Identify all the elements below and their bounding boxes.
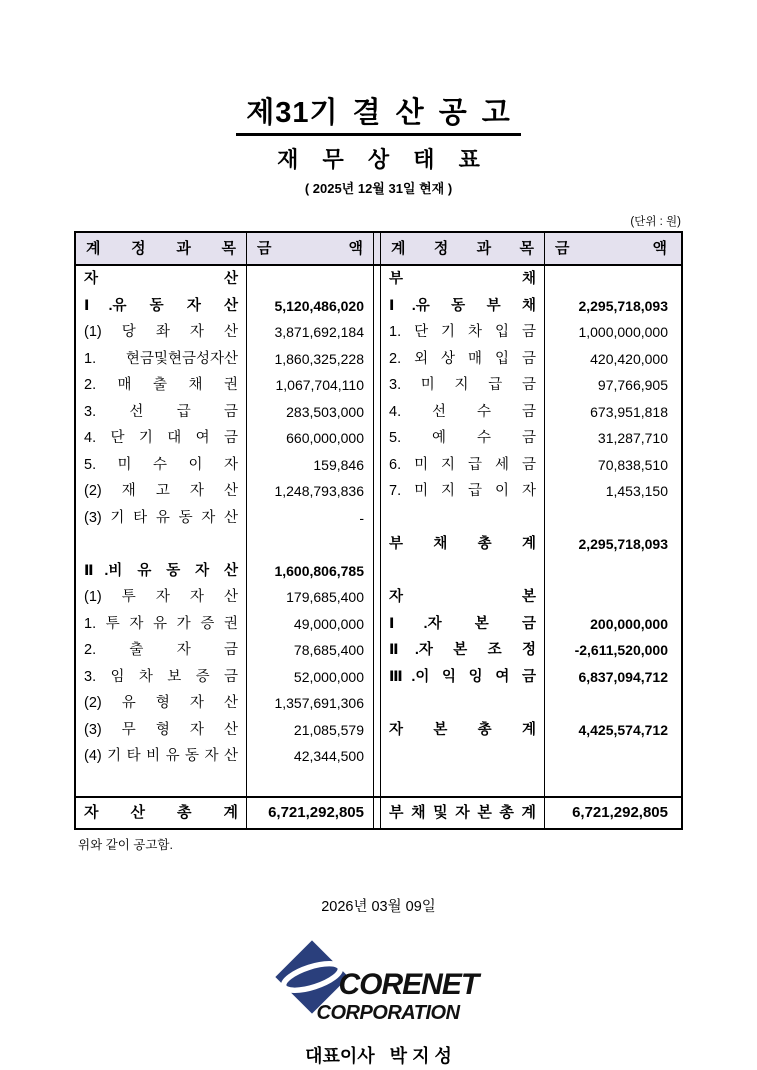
- amount-cell-left: 1,357,691,306: [274, 695, 364, 711]
- column-divider: [373, 452, 381, 479]
- account-cell-right: Ⅰ.자 본 금: [381, 611, 545, 638]
- header-amount-right: 금 액: [555, 240, 667, 257]
- account-cell-left: 3. 선 급 금: [76, 399, 247, 426]
- table-row: [76, 346, 681, 373]
- table-row: [76, 558, 681, 585]
- column-divider: [373, 372, 381, 399]
- account-cell-right: 5. 예 수 금: [381, 425, 545, 452]
- column-divider: [373, 319, 381, 346]
- account-cell-right: 7. 미 지 급 이 자: [381, 478, 545, 505]
- account-cell-left: (3) 기 타 유 동 자 산: [76, 505, 247, 532]
- table-row: [76, 372, 681, 399]
- column-divider: [373, 717, 381, 744]
- column-divider: [373, 664, 381, 691]
- column-divider: [373, 558, 381, 585]
- account-cell-right: 자 본 총 계: [381, 717, 545, 744]
- account-cell-right: [381, 770, 545, 797]
- header-amount-left: 금 액: [257, 240, 363, 257]
- amount-cell-right: [545, 558, 677, 585]
- account-cell-left: Ⅰ.유 동 자 산: [76, 293, 247, 320]
- table-row: [76, 425, 681, 452]
- amount-cell-left: [247, 266, 373, 293]
- account-cell-left: 1. 투 자 유 가 증 권: [76, 611, 247, 638]
- amount-cell-left: [247, 770, 373, 797]
- account-cell-left: 3. 임 차 보 증 금: [76, 664, 247, 691]
- company-logo: [273, 938, 485, 1030]
- column-divider: [373, 233, 381, 264]
- account-cell-left: [76, 531, 247, 558]
- amount-cell-right: 1,453,150: [605, 483, 668, 499]
- amount-cell-right: 2,295,718,093: [578, 297, 668, 314]
- amount-cell-right: 31,287,710: [597, 430, 668, 446]
- account-cell-right: [381, 505, 545, 532]
- amount-cell-left: 179,685,400: [286, 589, 364, 605]
- account-cell-left: [76, 770, 247, 797]
- account-cell-right: 1. 단 기 차 입 금: [381, 319, 545, 346]
- account-cell-right: 6. 미 지 급 세 금: [381, 452, 545, 479]
- amount-cell-left: 660,000,000: [286, 430, 364, 446]
- header-account-right: 계 정 과 목: [381, 233, 545, 264]
- table-row: [76, 743, 681, 770]
- table-row: [76, 770, 681, 797]
- amount-cell-right: 97,766,905: [597, 377, 668, 393]
- table-row: [76, 452, 681, 479]
- document-header: [0, 0, 757, 197]
- column-divider: [373, 531, 381, 558]
- amount-cell-right: [545, 743, 677, 770]
- ceo-signature-line: 대표이사 박 지 성: [305, 1046, 452, 1066]
- amount-cell-right: -2,611,520,000: [574, 642, 668, 658]
- page-title: 제31기 결 산 공 고: [236, 90, 521, 136]
- statement-title: 재 무 상 태 표: [277, 147, 480, 172]
- amount-cell-left: 5,120,486,020: [274, 297, 364, 314]
- account-cell-left: 1. 현금및현금성자산: [76, 346, 247, 373]
- account-cell-left: (1) 당 좌 자 산: [76, 319, 247, 346]
- table-row: [76, 319, 681, 346]
- account-cell-right: Ⅲ.이 익 잉 여 금: [381, 664, 545, 691]
- account-cell-left: 5. 미 수 이 자: [76, 452, 247, 479]
- amount-cell-left: 78,685,400: [293, 642, 364, 658]
- account-cell-right: [381, 558, 545, 585]
- column-divider: [373, 798, 381, 828]
- account-cell-left: 자 산: [76, 266, 247, 293]
- amount-cell-right: 6,837,094,712: [578, 668, 668, 685]
- account-cell-right: Ⅰ.유 동 부 채: [381, 293, 545, 320]
- account-cell-right: Ⅱ.자 본 조 정: [381, 637, 545, 664]
- logo-company-name: CORENET: [338, 968, 479, 1001]
- amount-cell-right: [545, 690, 677, 717]
- as-of-date: ( 2025년 12월 31일 현재 ): [304, 181, 453, 196]
- account-cell-right: 자 본: [381, 584, 545, 611]
- column-divider: [373, 399, 381, 426]
- table-row: [76, 478, 681, 505]
- closing-note: 위와 같이 공고함.: [78, 838, 173, 852]
- table-body: [76, 266, 681, 796]
- column-divider: [373, 584, 381, 611]
- amount-cell-right: 4,425,574,712: [578, 721, 668, 738]
- column-divider: [373, 637, 381, 664]
- amount-cell-left: [247, 531, 373, 558]
- account-cell-left: 4. 단 기 대 여 금: [76, 425, 247, 452]
- amount-cell-left: 42,344,500: [293, 748, 364, 764]
- table-row: [76, 690, 681, 717]
- account-cell-right: 부 채 총 계: [381, 531, 545, 558]
- amount-cell-right: 420,420,000: [590, 350, 668, 367]
- account-cell-left: 2. 매 출 채 권: [76, 372, 247, 399]
- amount-cell-right: [545, 505, 677, 532]
- header-account-left: 계 정 과 목: [76, 233, 247, 264]
- announcement-date: 2026년 03월 09일: [321, 899, 436, 915]
- amount-cell-left: 1,067,704,110: [275, 377, 364, 393]
- amount-cell-right: 70,838,510: [597, 456, 668, 473]
- column-divider: [373, 293, 381, 320]
- amount-cell-left: -: [359, 509, 364, 526]
- amount-cell-right: 200,000,000: [590, 615, 668, 632]
- account-cell-right: [381, 690, 545, 717]
- amount-cell-right: [545, 770, 677, 797]
- table-row: [76, 399, 681, 426]
- table-row: [76, 505, 681, 532]
- column-divider: [373, 770, 381, 797]
- column-divider: [373, 690, 381, 717]
- account-cell-left: (2) 유 형 자 산: [76, 690, 247, 717]
- column-divider: [373, 611, 381, 638]
- column-divider: [373, 425, 381, 452]
- amount-cell-left: 1,600,806,785: [274, 562, 364, 579]
- account-cell-left: (3) 무 형 자 산: [76, 717, 247, 744]
- total-liab-equity-amount: 6,721,292,805: [572, 804, 668, 821]
- table-row: [76, 664, 681, 691]
- amount-cell-left: 21,085,579: [293, 721, 364, 738]
- account-cell-left: 2. 출 자 금: [76, 637, 247, 664]
- amount-cell-right: [545, 584, 677, 611]
- amount-cell-right: 2,295,718,093: [578, 536, 668, 552]
- amount-cell-left: 283,503,000: [286, 403, 364, 420]
- table-row: [76, 531, 681, 558]
- amount-cell-left: 52,000,000: [293, 668, 364, 685]
- account-cell-left: (4) 기 타 비 유 동 자 산: [76, 743, 247, 770]
- total-liab-equity-label: 부 채 및 자 본 총 계: [381, 798, 545, 828]
- balance-sheet-table: [74, 231, 683, 830]
- table-header-row: [76, 233, 681, 266]
- total-assets-amount: 6,721,292,805: [268, 804, 364, 821]
- logo-corporation-text: CORPORATION: [316, 1002, 460, 1024]
- table-row: [76, 584, 681, 611]
- table-row: [76, 637, 681, 664]
- amount-cell-right: [545, 266, 677, 293]
- account-cell-left: (1) 투 자 자 산: [76, 584, 247, 611]
- account-cell-right: 3. 미 지 급 금: [381, 372, 545, 399]
- column-divider: [373, 346, 381, 373]
- amount-cell-left: 1,248,793,836: [274, 483, 364, 499]
- unit-note: (단위 : 원): [630, 216, 681, 228]
- column-divider: [373, 478, 381, 505]
- column-divider: [373, 266, 381, 293]
- account-cell-left: Ⅱ.비 유 동 자 산: [76, 558, 247, 585]
- total-assets-label: 자 산 총 계: [76, 798, 247, 828]
- account-cell-right: [381, 743, 545, 770]
- account-cell-left: (2) 재 고 자 산: [76, 478, 247, 505]
- table-total-row: [76, 796, 681, 828]
- column-divider: [373, 743, 381, 770]
- table-row: [76, 717, 681, 744]
- table-row: [76, 293, 681, 320]
- account-cell-right: 부 채: [381, 266, 545, 293]
- column-divider: [373, 505, 381, 532]
- amount-cell-left: 49,000,000: [293, 615, 364, 632]
- amount-cell-left: 1,860,325,228: [274, 350, 364, 367]
- table-row: [76, 266, 681, 293]
- table-row: [76, 611, 681, 638]
- amount-cell-right: 673,951,818: [590, 403, 668, 420]
- amount-cell-left: 3,871,692,184: [274, 324, 364, 340]
- amount-cell-left: 159,846: [313, 456, 364, 473]
- amount-cell-right: 1,000,000,000: [578, 324, 668, 340]
- account-cell-right: 2. 외 상 매 입 금: [381, 346, 545, 373]
- account-cell-right: 4. 선 수 금: [381, 399, 545, 426]
